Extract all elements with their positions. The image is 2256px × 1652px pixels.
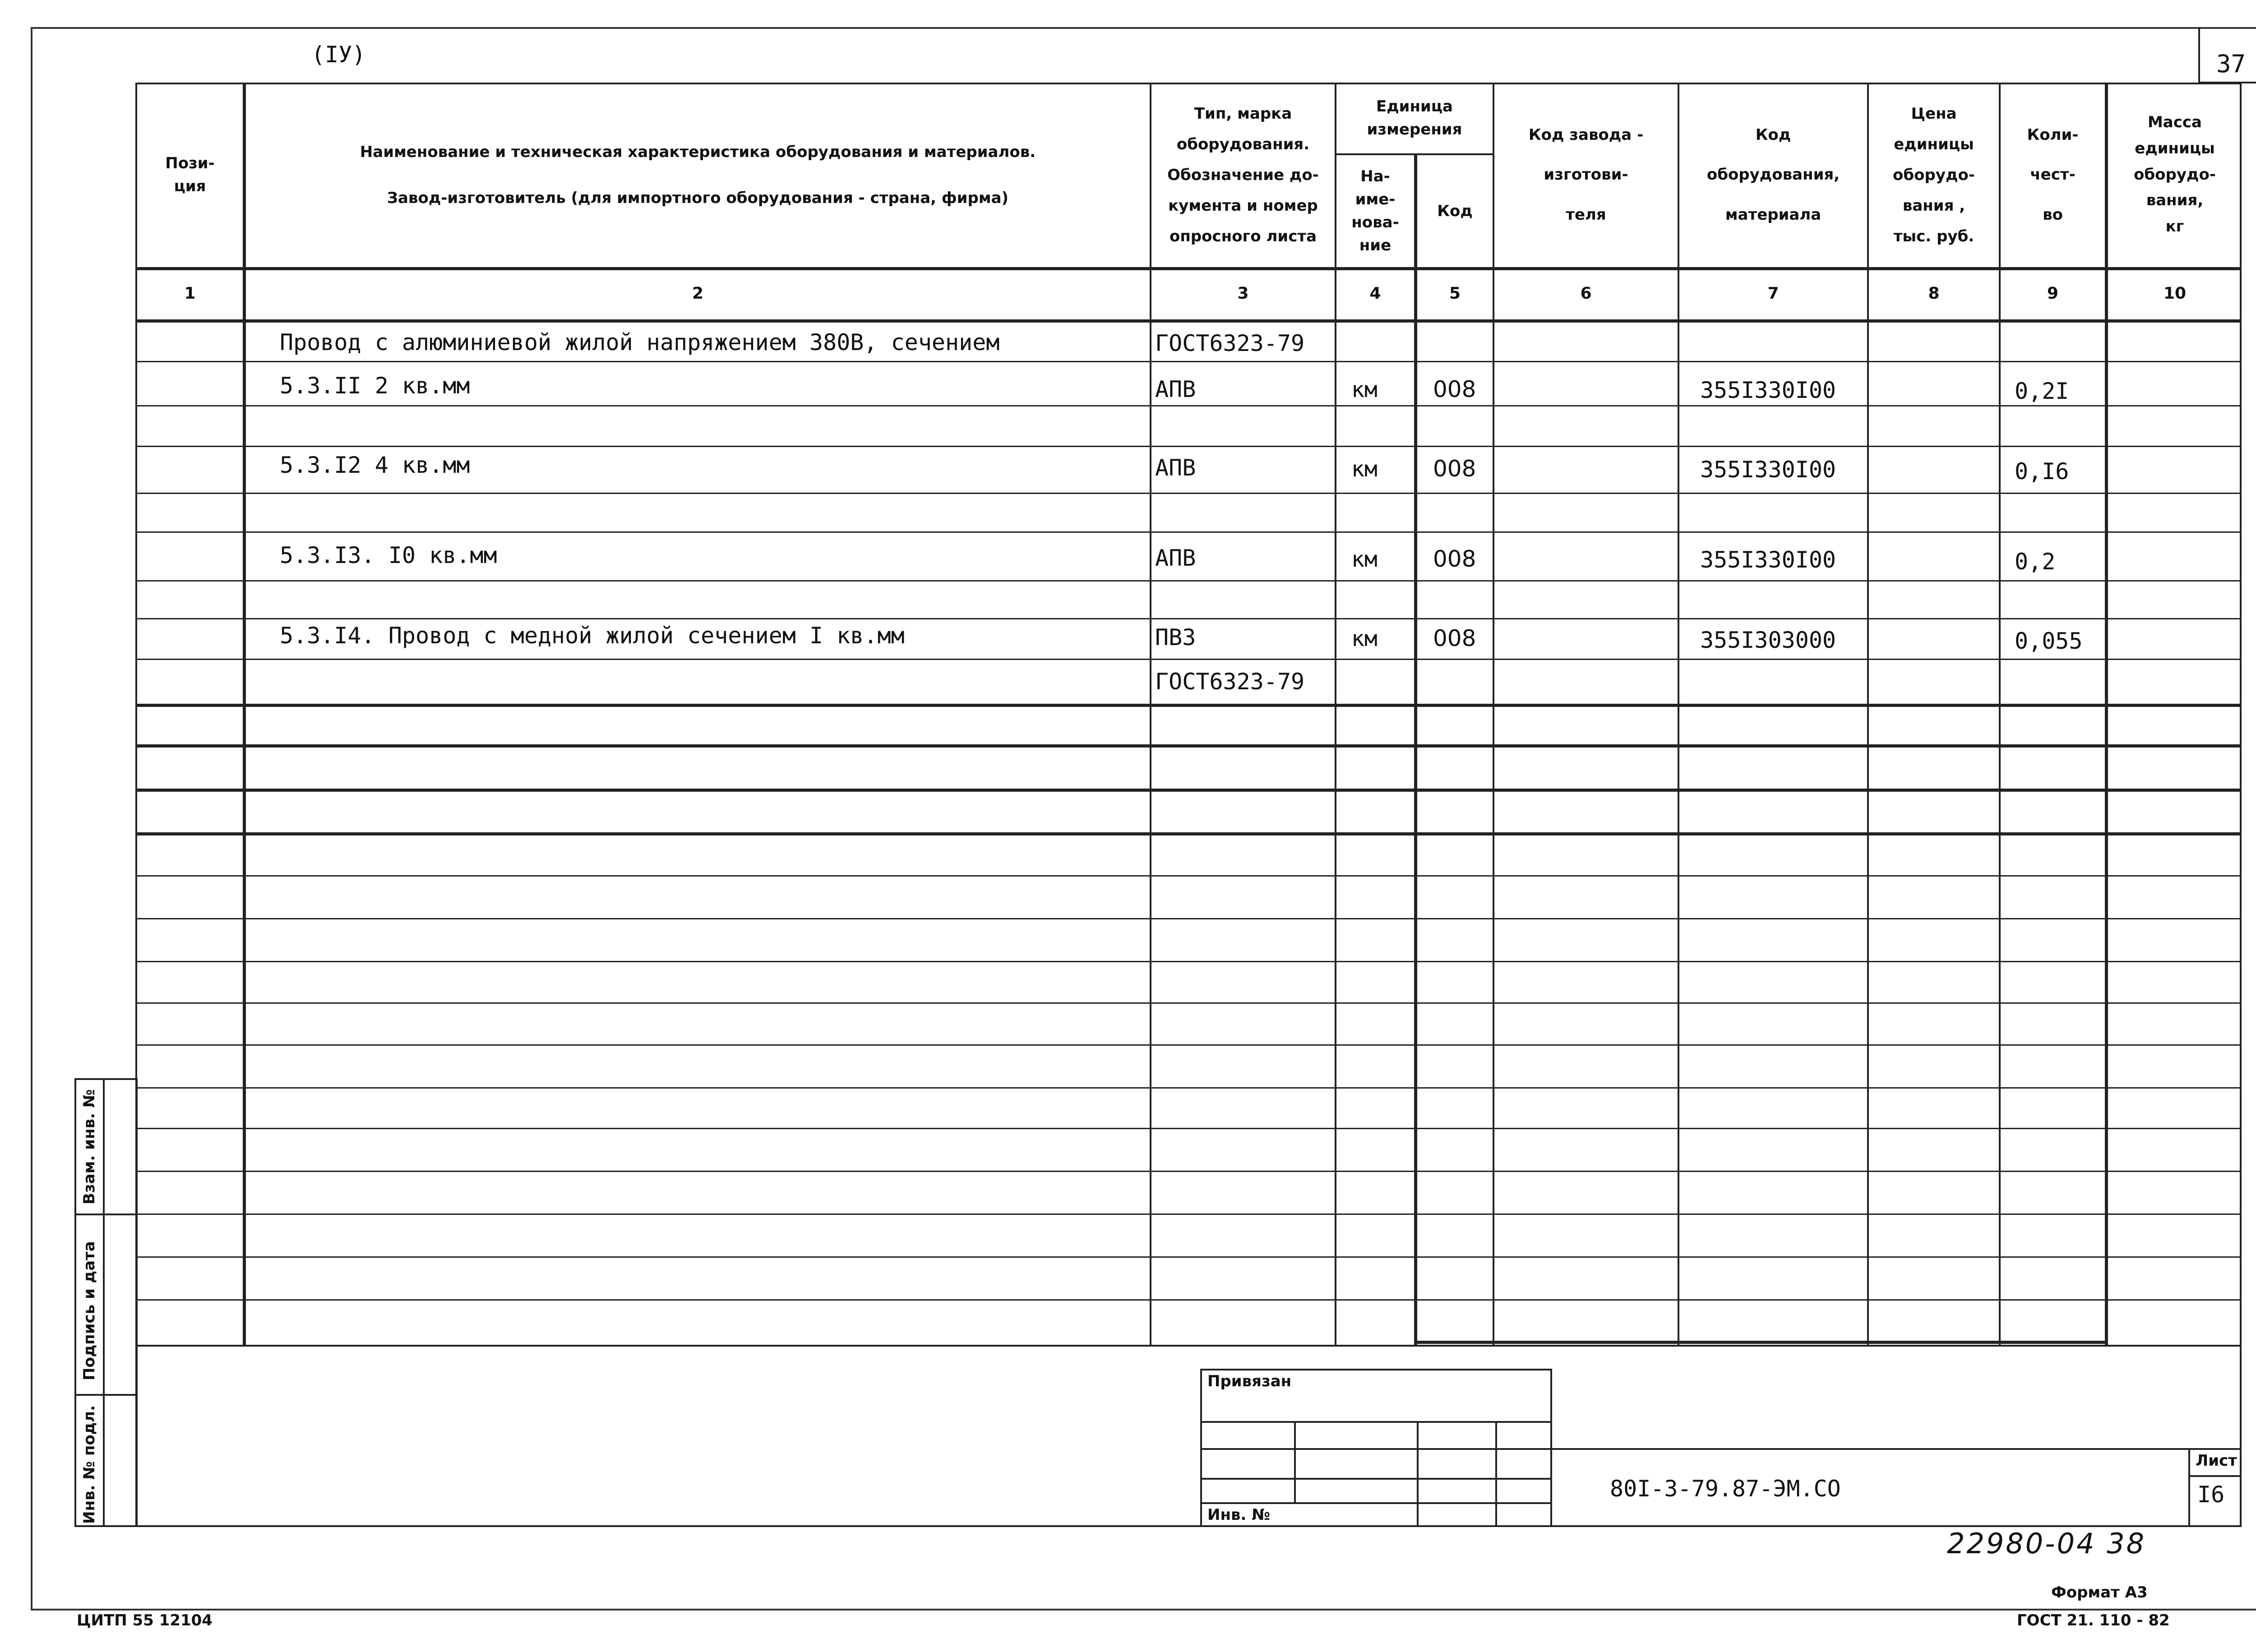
row-2-type: АПВ xyxy=(1155,376,1196,402)
privyazan-line-2 xyxy=(1200,1448,1552,1450)
col-line-8 xyxy=(1999,83,2001,1347)
header-col-9: Коли- чест- во xyxy=(2027,125,2079,224)
row-2-material-code: 355I330I00 xyxy=(1700,377,1836,403)
header-col-10: Масса единицы оборудо- вания, кг xyxy=(2134,113,2216,236)
row-5-unit: км xyxy=(1351,626,1378,651)
row-line xyxy=(135,618,2242,619)
row-line xyxy=(135,789,2242,792)
main-table-frame xyxy=(135,83,2242,1347)
col-num-8: 8 xyxy=(1928,284,1940,303)
row-4-qty: 0,2 xyxy=(2015,549,2056,575)
row-line xyxy=(135,531,2242,533)
row-line xyxy=(135,1256,2242,1258)
side-strip-inner-line xyxy=(103,1078,105,1527)
header-col-2: Наименование и техническая характеристика оборудования и материалов. Завод-изготовитель (для импортного оборудования - страна, фирма) xyxy=(360,143,1036,207)
row-5-name: 5.3.I4. Провод с медной жилой сечением I кв.мм xyxy=(280,623,905,649)
row-2-unit: км xyxy=(1351,377,1378,402)
row-3-unit: км xyxy=(1351,457,1378,482)
row-4-unit: км xyxy=(1351,547,1378,572)
row-2-qty: 0,2I xyxy=(2015,378,2069,404)
row-line xyxy=(135,1214,2242,1215)
col-num-9: 9 xyxy=(2047,284,2059,303)
sheet-label: Лист xyxy=(2196,1452,2237,1470)
inv-label: Инв. № xyxy=(1207,1506,1271,1524)
row-line xyxy=(135,744,2242,748)
header-col-5: Код xyxy=(1437,202,1473,220)
privyazan-col-1 xyxy=(1294,1421,1296,1502)
row-line xyxy=(135,918,2242,919)
col-num-7: 7 xyxy=(1767,284,1779,303)
col-num-4: 4 xyxy=(1369,284,1381,303)
col-line-1 xyxy=(243,83,246,1347)
header-unit-group: Единица измерения xyxy=(1367,97,1462,138)
col-num-6: 6 xyxy=(1580,284,1592,303)
privyazan-col-3 xyxy=(1495,1421,1497,1527)
row-3-name: 5.3.I2 4 кв.мм xyxy=(280,452,470,478)
col-line-6 xyxy=(1678,83,1679,1347)
row-5-code: 008 xyxy=(1433,625,1476,651)
row-line xyxy=(135,1002,2242,1004)
handwritten-number: 22980-04 38 xyxy=(1947,1527,2146,1560)
row-4-code: 008 xyxy=(1433,546,1476,572)
row-line xyxy=(135,704,2242,707)
row-line xyxy=(135,1044,2242,1046)
row-line xyxy=(135,832,2242,835)
row-3-code: 008 xyxy=(1433,456,1476,482)
row-line xyxy=(135,1087,2242,1089)
row-line xyxy=(135,1299,2242,1301)
sheet-box-divider xyxy=(2188,1475,2242,1477)
col-line-4 xyxy=(1414,153,1417,1347)
col-num-1: 1 xyxy=(184,284,196,303)
row-line xyxy=(135,875,2242,877)
privyazan-line-1 xyxy=(1200,1421,1552,1423)
row-2-name: 5.3.II 2 кв.мм xyxy=(280,373,470,399)
side-strip-divider-2 xyxy=(74,1394,138,1396)
row-5-type: ПВЗ xyxy=(1155,624,1196,651)
row-line xyxy=(135,361,2242,362)
row-1-type: ГОСТ6323-79 xyxy=(1155,330,1305,356)
header-bottom-line xyxy=(135,267,2242,270)
row-line xyxy=(135,446,2242,447)
sheet-box-line xyxy=(2188,1448,2190,1527)
format-label: Формат А3 xyxy=(2051,1583,2148,1601)
row-line xyxy=(135,493,2242,494)
col-num-10: 10 xyxy=(2163,284,2187,303)
side-strip-divider-1 xyxy=(74,1214,138,1215)
header-col-4: На- име- нова- ние xyxy=(1351,167,1399,254)
designation: 80I-3-79.87-ЭМ.СО xyxy=(1610,1476,1841,1502)
row-3-type: АПВ xyxy=(1155,455,1196,481)
side-label-vzam: Взам. инв. № xyxy=(80,1089,98,1204)
number-row-bottom-line xyxy=(135,319,2242,323)
row-4-material-code: 355I330I00 xyxy=(1700,547,1836,573)
header-col-8: Цена единицы оборудо- вания , тыс. руб. xyxy=(1893,104,1975,245)
col-num-5: 5 xyxy=(1449,284,1461,303)
header-col-3: Тип, марка оборудования. Обозначение до- кумента и номер опросного листа xyxy=(1167,104,1319,245)
row-3-material-code: 355I330I00 xyxy=(1700,457,1836,483)
row-6-type: ГОСТ6323-79 xyxy=(1155,669,1305,695)
row-line xyxy=(135,1128,2242,1129)
row-4-type: АПВ xyxy=(1155,545,1196,571)
header-col-6: Код завода - изготови- теля xyxy=(1528,125,1644,224)
row-line xyxy=(135,961,2242,962)
row-line xyxy=(135,659,2242,660)
side-label-inv-podl: Инв. № подл. xyxy=(80,1405,98,1524)
row-2-code: 008 xyxy=(1433,376,1476,402)
gost-label: ГОСТ 21. 110 - 82 xyxy=(2017,1611,2170,1629)
col-num-3: 3 xyxy=(1237,284,1249,303)
sheet-value: I6 xyxy=(2197,1481,2225,1508)
row-line xyxy=(135,1171,2242,1172)
section-label: (IУ) xyxy=(311,42,366,68)
privyazan-col-2 xyxy=(1417,1421,1419,1527)
page-number: 37 xyxy=(2216,50,2246,78)
header-col-1: Пози- ция xyxy=(165,154,215,195)
col-line-5 xyxy=(1493,83,1494,1347)
row-4-name: 5.3.I3. I0 кв.мм xyxy=(280,542,497,568)
privyazan-line-4 xyxy=(1200,1502,1552,1504)
row-1-name: Провод с алюминиевой жилой напряжением 380В, сечением xyxy=(280,329,1000,355)
privyazan-label: Привязан xyxy=(1207,1372,1292,1390)
header-col-7: Код оборудования, материала xyxy=(1706,125,1840,224)
row-line xyxy=(135,580,2242,581)
row-5-qty: 0,055 xyxy=(2015,628,2083,654)
col-num-2: 2 xyxy=(692,284,704,303)
row-line xyxy=(135,405,2242,406)
row-3-qty: 0,I6 xyxy=(2015,458,2069,485)
col-line-2 xyxy=(1150,83,1151,1347)
privyazan-line-3 xyxy=(1200,1478,1552,1480)
data-area-bottom-line xyxy=(1414,1341,2108,1344)
col-line-3 xyxy=(1335,83,1336,1347)
side-label-podpis: Подпись и дата xyxy=(80,1241,98,1380)
col-line-7 xyxy=(1867,83,1869,1347)
left-code: ЦИТП 55 12104 xyxy=(77,1611,213,1629)
col-line-9 xyxy=(2105,83,2108,1347)
row-5-material-code: 355I303000 xyxy=(1700,627,1836,653)
